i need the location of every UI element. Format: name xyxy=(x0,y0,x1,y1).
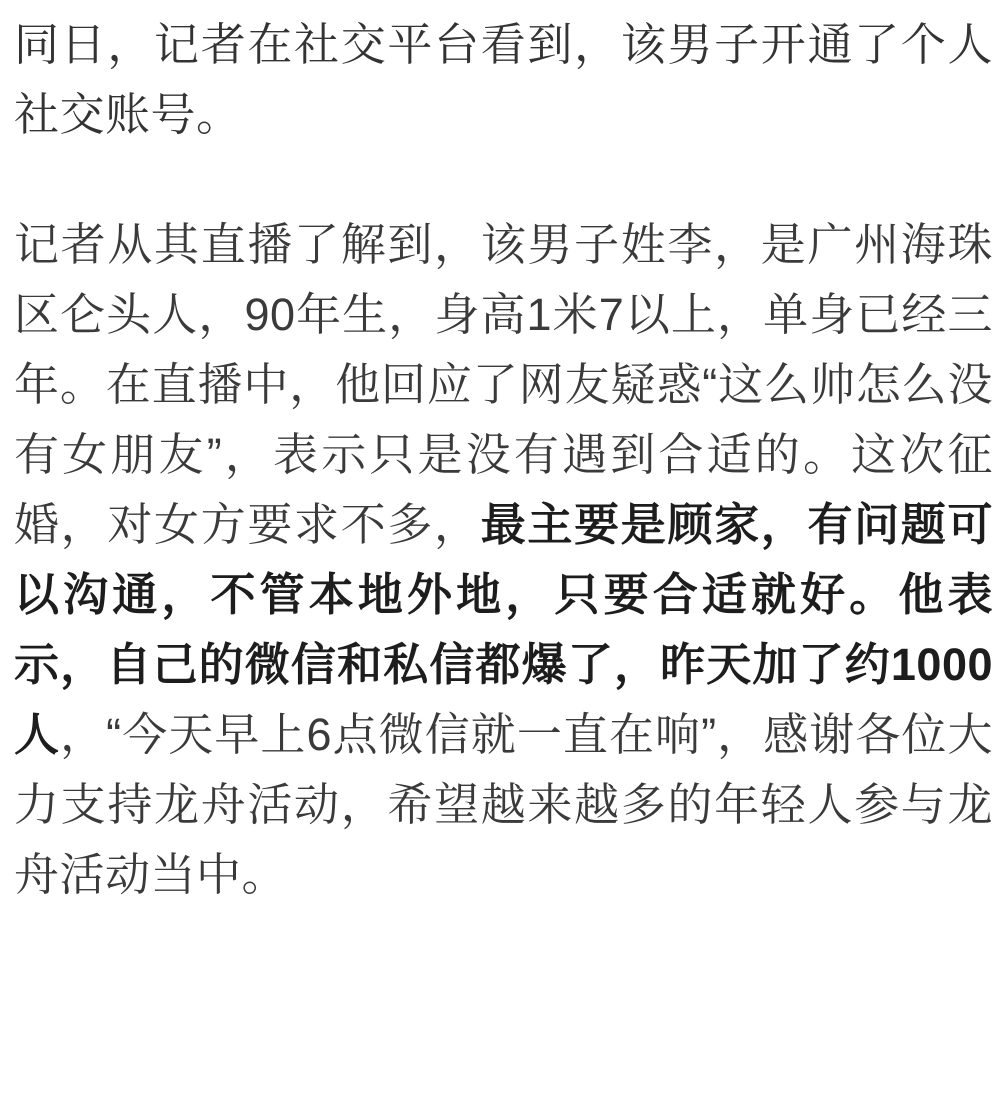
paragraph-2-text-emphasis: 最主要是顾家，有问题可以沟通，不管本地外地，只要合适就好。他表示，自己的微信和私信都爆了，昨天加了约1000人 xyxy=(14,499,993,760)
paragraph-2-text-lead: 记者从其直播了解到，该男子姓李，是广州海珠区仑头人，90年生，身高1米7以上，单身已经三年。在直播中，他回应了网友疑惑“这么帅怎么没有女朋友”，表示只是没有遇到合适的。这次征婚，对女方要求不多， xyxy=(14,219,993,550)
article-paragraph-1: 同日，记者在社交平台看到，该男子开通了个人社交账号。 xyxy=(14,19,993,140)
article-paragraph-2 xyxy=(14,210,993,910)
paragraph-2-text-tail: ，“今天早上6点微信就一直在响”，感谢各位大力支持龙舟活动，希望越来越多的年轻人参与龙舟活动当中。 xyxy=(14,709,993,900)
